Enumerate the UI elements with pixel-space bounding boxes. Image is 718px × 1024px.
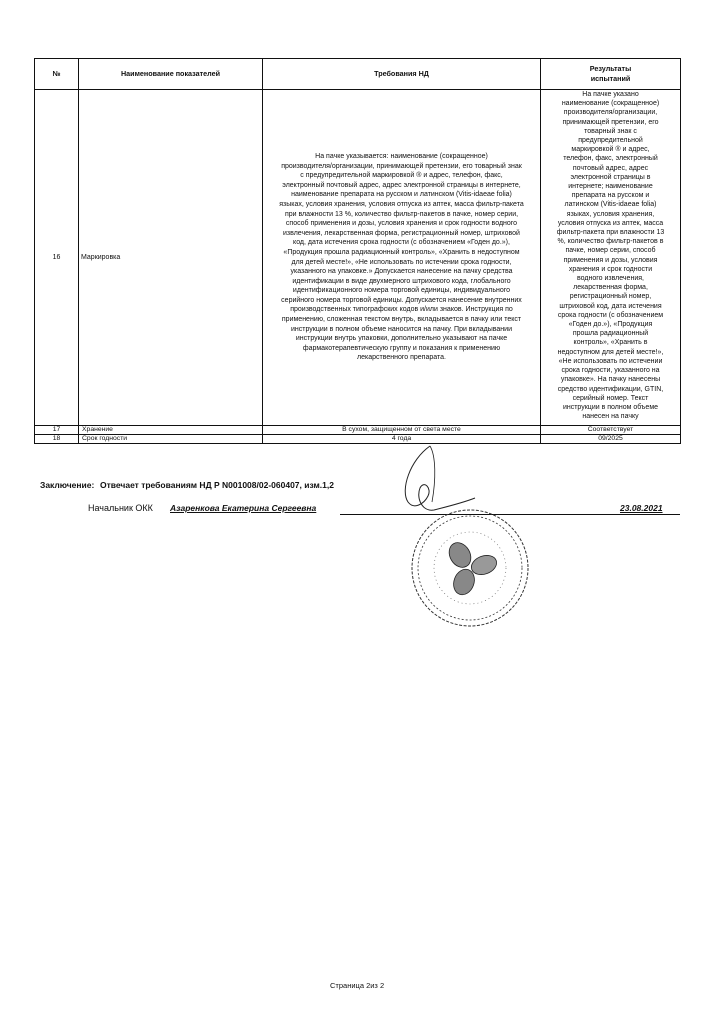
conclusion-text: Отвечает требованиям НД Р N001008/02-060407, изм.1,2	[100, 480, 334, 490]
text-line: серийного номера торговой единицы. Допускается нанесение внутренних	[281, 296, 522, 304]
text-line: производителя/организации,	[563, 109, 658, 117]
row-number: 17	[35, 426, 79, 435]
text-line: языках, условия хранения, условия отпуска из аптек, масса фильтр-пакета	[279, 200, 524, 208]
text-line: предупредительной	[578, 137, 643, 145]
text-line: «Не использовать по истечении	[558, 357, 663, 365]
text-line: водного извлечения,	[577, 275, 644, 283]
text-line: фильтр-пакета при влажности 13	[556, 229, 665, 237]
text-line: способ применения и дозы, условия хранения и срок годности водного	[285, 220, 518, 228]
row-number: 18	[35, 435, 79, 444]
signoff-name: Азаренкова Екатерина Сергеевна	[170, 503, 317, 513]
text-line: серийный номер. Текст	[572, 394, 649, 402]
text-line: прошла радиационный	[572, 330, 649, 338]
text-line: идентификационного номера торговой единицы, индивидуального	[292, 287, 511, 295]
table-row	[35, 90, 681, 426]
row-name: Хранение	[79, 426, 263, 435]
text-line: применению, сложенная текстом внутрь, вкладывается в пачку или текст	[281, 316, 522, 324]
conclusion-label: Заключение:	[40, 480, 95, 490]
text-line: «Продукция прошла радиационный контроль», «Хранить в недоступном	[283, 248, 520, 256]
text-line: На пачке указывается: наименование (сокращенное)	[315, 152, 488, 160]
text-line: контроль», «Хранить в	[573, 339, 648, 347]
text-line: электронный почтовый адрес, адрес электронной страницы в интернете,	[282, 181, 521, 189]
row-result	[541, 90, 681, 426]
text-line: нанесен на пачку	[582, 413, 639, 421]
text-line: телефон, факс, электронный	[563, 155, 658, 163]
text-line: условия отпуска из аптек, масса	[557, 219, 664, 227]
page-number: Страница 2из 2	[330, 981, 385, 990]
text-line: с предупредительной маркировкой ® и адрес, телефон, факс,	[300, 172, 503, 180]
text-line: применения и дозы, условия	[563, 256, 658, 264]
row-requirement: В сухом, защищенном от света месте	[263, 426, 541, 435]
row-requirement	[263, 90, 541, 426]
organization-stamp	[400, 505, 540, 635]
text-line: производственных типографских кодов и/или знаков. Инструкция по	[290, 306, 513, 314]
text-line: лекарственная форма,	[573, 284, 648, 292]
text-line: товарный знак с	[584, 127, 637, 135]
row-result: 09/2025	[541, 435, 681, 444]
text-line: хранения и срок годности	[568, 265, 653, 273]
table-row	[35, 426, 681, 435]
signoff-position: Начальник ОКК	[88, 503, 153, 513]
test-results-table	[34, 58, 681, 444]
text-line: штриховой код, дата истечения	[559, 302, 662, 310]
text-line: «Годен до.»), «Продукция	[568, 321, 653, 329]
text-line: срока годности (с обозначением	[557, 311, 664, 319]
header-requirements: Требования НД	[263, 59, 541, 90]
signoff-date: 23.08.2021	[620, 503, 663, 513]
text-line: языках, условия хранения,	[566, 210, 655, 218]
text-line: %, количество фильтр-пакетов в	[557, 238, 664, 246]
text-line: срока годности, указанного на	[561, 367, 660, 375]
text-line: производителя/организации, принимающей претензии, его товарный знак	[281, 162, 522, 170]
text-line: идентификации в виде двухмерного штрихового кода, глобального	[292, 277, 511, 285]
text-line: пачке, номер серии, способ	[565, 247, 656, 255]
table-header-row	[35, 59, 681, 90]
text-line: регистрационный номер,	[569, 293, 652, 301]
header-indicator-name: Наименование показателей	[79, 59, 263, 90]
text-line: инструкции внутрь упаковки, дополнительно указывают на пачке	[295, 335, 508, 343]
text-line: наименование (сокращенное)	[561, 100, 660, 108]
text-line: наименование препарата на русском и латинском (Vitis-idaeae folia)	[291, 191, 512, 199]
row-number: 16	[35, 90, 79, 426]
row-name: Срок годности	[79, 435, 263, 444]
text-line: при влажности 13 %, количество фильтр-пакетов в пачке, номер серии,	[284, 210, 519, 218]
text-line: почтовый адрес, адрес	[572, 164, 649, 172]
text-line: указанного на упаковке.» Допускается нанесение на пачку средства	[290, 268, 513, 276]
text-line: латинском (Vitis-idaeae folia)	[564, 201, 657, 209]
row-requirement: 4 года	[263, 435, 541, 444]
text-line: средство идентификации, GTIN,	[557, 385, 664, 393]
text-line: принимающей претензии, его	[562, 118, 659, 126]
text-line: электронной страницы в	[570, 173, 651, 181]
header-results: Результаты испытаний	[541, 59, 681, 90]
text-line: На пачке указано	[582, 91, 639, 98]
header-number: №	[35, 59, 79, 90]
text-line: извлечения, лекарственная форма, регистрационный номер, штриховой	[283, 229, 520, 237]
text-line: фармакотерапевтическую группу и показания к применению	[302, 344, 501, 352]
text-line: инструкции в полном объеме	[562, 403, 659, 411]
text-line: препарата на русском и	[571, 192, 650, 200]
row-result: Соответствует	[541, 426, 681, 435]
text-line: код, дата истечения срока годности (с обозначением «Годен до.»),	[293, 239, 510, 247]
text-line: лекарственного препарата.	[357, 354, 446, 362]
text-line: интернете; наименование	[568, 183, 653, 191]
table-row	[35, 435, 681, 444]
text-line: маркировкой ® и адрес,	[571, 146, 650, 154]
text-line: упаковке». На пачку нанесены	[560, 376, 661, 384]
row-name: Маркировка	[79, 90, 263, 426]
text-line: для детей месте!», «Не использовать по истечении срока годности,	[291, 258, 512, 266]
text-line: инструкции в полном объеме наносится на пачку. При вкладывании	[291, 325, 512, 333]
text-line: недоступном для детей месте!»,	[557, 348, 664, 356]
